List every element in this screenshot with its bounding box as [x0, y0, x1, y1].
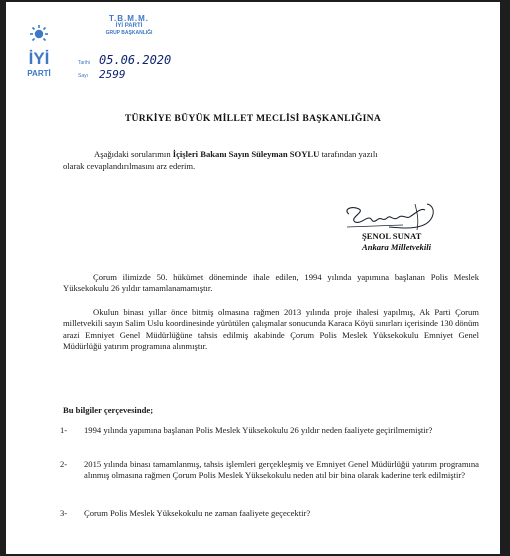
logo-subtext: PARTİ [27, 69, 51, 78]
group-label: GRUP BAŞKANLIĞI [105, 30, 153, 36]
number-label: Sayı [78, 73, 89, 79]
paragraph-2-text: Okulun binası yıllar önce bitmiş olmasına rağmen 2013 yılında proje ihalesi yapılmış, Ak Parti Çorum milletvekili sayın Salim Uslu koordinesinde yürütülen çalışmalar sonucunda Karaca Köyü sınırları içerisinde 130 dönüm arazi Emniyet Genel Müdürlüğüne tahsis edilmiş akabinde Çorum Polis Meslek Yüksekokulu Emniyet Genel Müdürlüğü yatırım programına alınmıştır. [63, 307, 479, 352]
questions-heading: Bu bilgiler çerçevesinde; [63, 405, 154, 415]
paragraph-1 [63, 272, 479, 295]
iyi-parti-logo [24, 24, 54, 84]
question-1 [60, 425, 479, 436]
question-3-text: Çorum Polis Meslek Yüksekokulu ne zaman faaliyete geçecektir? [84, 508, 311, 518]
document-page [6, 2, 500, 554]
intro-pre: Aşağıdaki sorularımın [94, 149, 173, 159]
question-3 [60, 508, 479, 519]
intro-line2: olarak cevaplandırılmasını arz ederim. [63, 161, 196, 171]
question-2-number: 2- [60, 459, 68, 469]
signatory-role: Ankara Milletvekili [362, 242, 431, 252]
question-3-number: 3- [60, 508, 68, 518]
intro-line2-block [63, 161, 483, 172]
number-value: 2599 [99, 68, 126, 81]
intro-post: tarafından yazılı [319, 149, 378, 159]
tbmm-label: T.B.M.M. [109, 14, 149, 23]
logo-text: İYİ [28, 49, 50, 68]
question-2-text: 2015 yılında binası tamamlanmış, tahsis işlemleri gerçekleşmiş ve Emniyet Genel Müdürlüğü yatırım programına alınmış olmasına rağmen Çorum Polis Meslek Yüksekokulu neden atıl bir bina olarak kaderine terk edilmiştir? [84, 459, 479, 481]
questions-heading-block [63, 405, 153, 416]
signatory [362, 231, 431, 253]
date-value: 05.06.2020 [99, 53, 172, 67]
document-title: TÜRKİYE BÜYÜK MİLLET MECLİSİ BAŞKANLIĞINA [124, 113, 382, 124]
question-1-number: 1- [60, 425, 68, 435]
party-label: İYİ PARTİ [115, 23, 143, 29]
intro-paragraph [94, 149, 479, 160]
paragraph-1-text: Çorum ilimizde 50. hükümet döneminde ihale edilen, 1994 yılında yapımına başlanan Polis Meslek Yüksekokulu 26 yıldır tamamlanamamıştır. [63, 272, 479, 294]
date-label: Tarihi [78, 60, 90, 66]
question-1-text: 1994 yılında yapımına başlanan Polis Meslek Yüksekokulu 26 yıldır neden faaliyete geçirilmemiştir? [84, 425, 433, 435]
intro-minister: İçişleri Bakanı Sayın Süleyman SOYLU [172, 149, 320, 159]
signatory-name: ŞENOL SUNAT [362, 231, 422, 241]
paragraph-2 [63, 307, 479, 353]
question-2 [60, 459, 479, 482]
letterhead [74, 14, 184, 37]
